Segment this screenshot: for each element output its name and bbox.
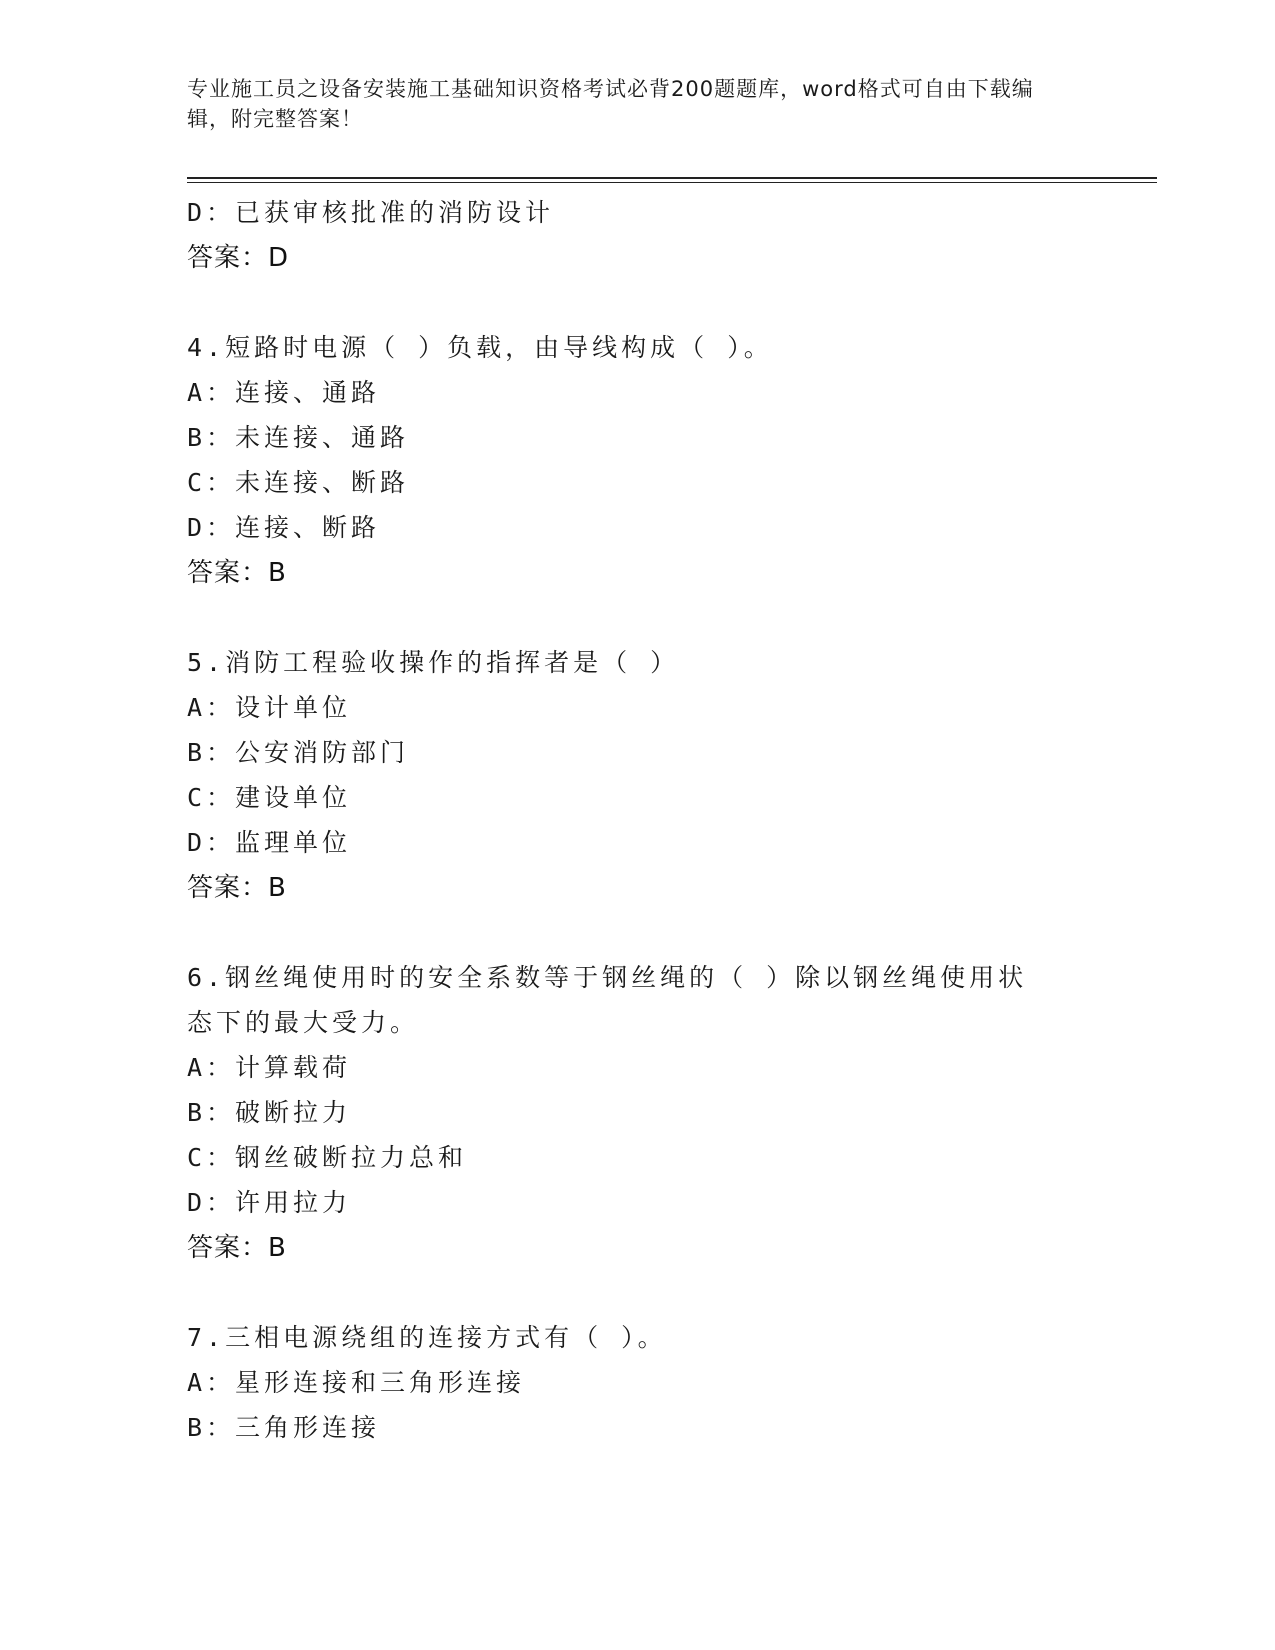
question-7 [187, 1315, 1087, 1450]
option-d: D：许用拉力 [187, 1188, 352, 1217]
question-content [187, 190, 1087, 1450]
question-5 [187, 640, 1087, 911]
document-header: 专业施工员之设备安装施工基础知识资格考试必背200题题库，word格式可自由下载编辑，附完整答案！ [187, 77, 1034, 131]
answer: 答案：B [187, 873, 287, 903]
question-stem: 4.短路时电源（ ）负载，由导线构成（ ）。 [187, 333, 773, 362]
question-stem: 5.消防工程验收操作的指挥者是（ ） [187, 648, 680, 677]
question-stem: 7.三相电源绕组的连接方式有（ ）。 [187, 1323, 667, 1352]
option-b: B：破断拉力 [187, 1098, 352, 1127]
option-c: C：钢丝破断拉力总和 [187, 1143, 468, 1172]
header-divider-thin [187, 182, 1157, 183]
option-d: D：连接、断路 [187, 513, 381, 542]
answer: 答案：B [187, 558, 287, 588]
option-c: C：建设单位 [187, 783, 352, 812]
answer: 答案：B [187, 1233, 287, 1263]
spacer [187, 281, 1087, 325]
option-a: A：设计单位 [187, 693, 352, 722]
option-b: B：三角形连接 [187, 1413, 381, 1442]
option-a: A：星形连接和三角形连接 [187, 1368, 526, 1397]
header-divider-thick [187, 177, 1157, 179]
spacer [187, 911, 1087, 955]
spacer [187, 596, 1087, 640]
question-3-answer: 答案：D [187, 243, 290, 273]
option-b: B：未连接、通路 [187, 423, 410, 452]
option-b: B：公安消防部门 [187, 738, 410, 767]
spacer [187, 1271, 1087, 1315]
option-d: D：监理单位 [187, 828, 352, 857]
question-6 [187, 955, 1087, 1271]
question-stem: 6.钢丝绳使用时的安全系数等于钢丝绳的（ ）除以钢丝绳使用状态下的最大受力。 [187, 963, 1028, 1037]
option-a: A：计算载荷 [187, 1053, 352, 1082]
option-c: C：未连接、断路 [187, 468, 410, 497]
option-a: A：连接、通路 [187, 378, 381, 407]
question-4 [187, 325, 1087, 596]
question-3-option-d: D：已获审核批准的消防设计 [187, 198, 555, 227]
